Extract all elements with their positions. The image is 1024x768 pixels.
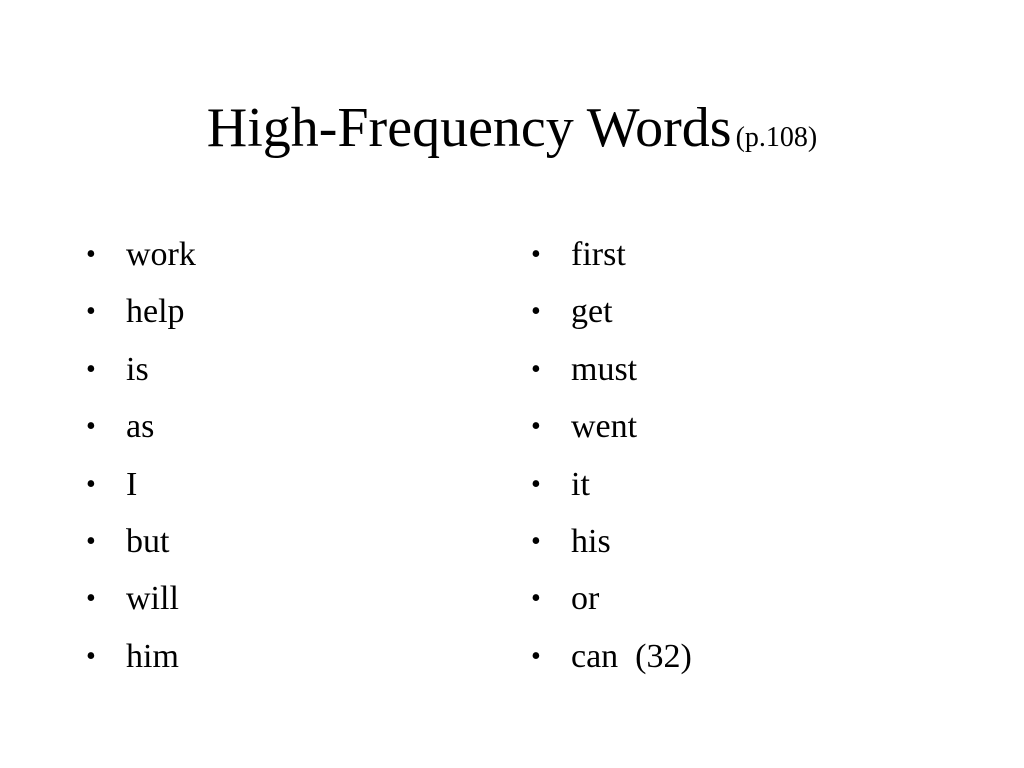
word-text: must: [571, 350, 638, 388]
word-text: or: [571, 580, 600, 618]
word-list-item: [531, 513, 971, 570]
word-list-item: [86, 456, 486, 513]
word-text: is: [126, 350, 149, 388]
word-text: it: [571, 465, 590, 503]
word-list-item: [86, 283, 486, 340]
word-list-item: [86, 398, 486, 455]
bullet-icon: •: [531, 411, 541, 443]
word-text: get: [571, 293, 613, 331]
title-main: High-Frequency Words: [206, 97, 732, 159]
bullet-icon: •: [86, 411, 96, 443]
word-text: as: [126, 408, 155, 446]
bullet-icon: •: [86, 296, 96, 328]
bullet-icon: •: [531, 640, 541, 672]
word-list-item: [531, 570, 971, 627]
bullet-icon: •: [86, 353, 96, 385]
word-list-left: [86, 226, 486, 685]
bullet-icon: •: [531, 296, 541, 328]
word-list-item: [531, 226, 971, 283]
word-text: will: [126, 580, 179, 618]
bullet-icon: •: [531, 468, 541, 500]
word-text: can (32): [571, 637, 692, 675]
word-list-item: [86, 513, 486, 570]
word-text: his: [571, 522, 611, 560]
word-list-item: [531, 628, 971, 685]
bullet-icon: •: [86, 583, 96, 615]
bullet-icon: •: [531, 583, 541, 615]
word-list-item: [531, 341, 971, 398]
bullet-icon: •: [86, 640, 96, 672]
word-text: help: [126, 293, 185, 331]
slide-title: [0, 97, 1024, 159]
word-text: went: [571, 408, 638, 446]
word-list-item: [86, 570, 486, 627]
bullet-icon: •: [86, 468, 96, 500]
bullet-icon: •: [86, 239, 96, 270]
title-page-reference: (p.108): [735, 122, 818, 153]
bullet-icon: •: [86, 525, 96, 557]
word-text: but: [126, 522, 170, 560]
word-text: him: [126, 637, 179, 675]
bullet-icon: •: [531, 353, 541, 385]
word-text: work: [126, 236, 196, 273]
word-list-item: [531, 456, 971, 513]
word-list-item: [86, 628, 486, 685]
word-list-item: [86, 226, 486, 283]
word-text: first: [571, 236, 626, 273]
word-text: I: [126, 465, 138, 503]
bullet-icon: •: [531, 239, 541, 270]
bullet-icon: •: [531, 525, 541, 557]
word-list-item: [86, 341, 486, 398]
word-list-right: [531, 226, 971, 685]
word-list-item: [531, 283, 971, 340]
word-list-item: [531, 398, 971, 455]
